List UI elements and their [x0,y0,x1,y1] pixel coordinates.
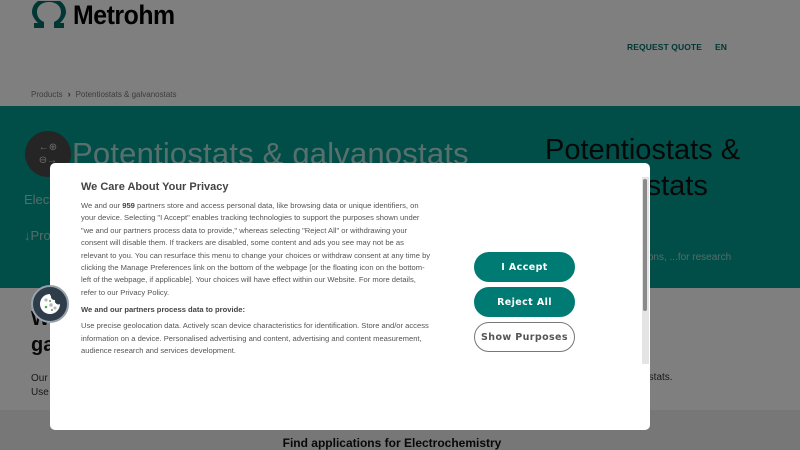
modal-scrollbar-thumb[interactable] [643,179,647,311]
modal-scrollbar[interactable] [642,177,649,364]
purposes-list: Use precise geolocation data. Actively scan device characteristics for identification. Store and/or access information on a device. Personalised advertising and content, advertising and content measurement, audience research and services development. [81,321,429,356]
partner-count[interactable]: 959 [122,201,135,210]
reject-all-button[interactable]: Reject All [474,287,575,317]
show-purposes-button[interactable]: Show Purposes [474,322,575,352]
privacy-consent-dialog [50,163,650,430]
consent-title: We Care About Your Privacy [81,181,229,193]
purposes-heading: We and our partners process data to provide: [81,305,246,315]
cookie-preferences-button[interactable] [31,285,69,323]
consent-body-post: partners store and access personal data, like browsing data or unique identifiers, on your device. Selecting "I Accept" enables tracking technologies to support the purposes shown under "we and our partners process data to provide," whereas selecting "Reject All" or withdrawing your consent will disable them. If trackers are disabled, some content and ads you see may not be as relevant to you. You can resurface this menu to change your choices or withdraw consent at any time by clicking the Manage Preferences link on the bottom of the webpage [or the floating icon on the bottom-left of the webpage, if applicable]. Your choices will have effect within our Website. For more details, refer to our Privacy Policy. [81,201,431,297]
cookie-icon [38,292,62,316]
accept-button[interactable]: I Accept [474,252,575,282]
consent-body [81,200,431,299]
consent-text-scroll-area[interactable] [81,181,431,364]
consent-body-pre: We and our [81,201,123,210]
